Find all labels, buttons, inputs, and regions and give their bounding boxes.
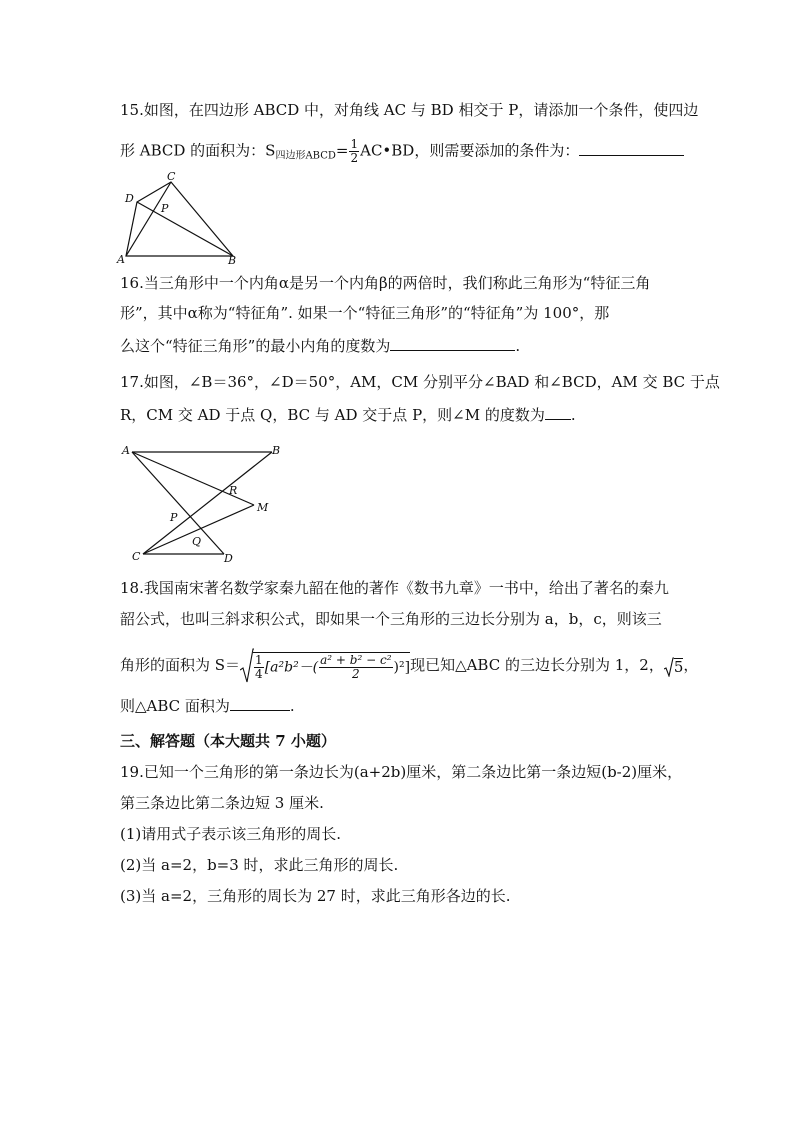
q17-answer-blank[interactable] (545, 403, 571, 420)
q18-line3-prefix: 角形的面积为 S＝ (120, 656, 241, 674)
q17-label-r: R (229, 484, 238, 497)
q17-lines (132, 452, 272, 554)
q18-sqrt5 (664, 656, 684, 677)
q17-label-a: A (122, 444, 130, 457)
q18-answer-blank[interactable] (230, 694, 290, 711)
q16-line3-end: . (515, 337, 521, 355)
q18-line3-comma: ， (683, 656, 699, 674)
q17-label-p: P (170, 511, 178, 524)
q17-line2-end: . (570, 406, 576, 424)
q15-fraction (349, 138, 359, 165)
q18-formula-mid: [a²b²－( (264, 659, 319, 675)
q17-figure (118, 440, 288, 568)
q17-label-b: B (272, 444, 281, 457)
q18-line4-end: . (289, 697, 295, 715)
q15-line2 (120, 138, 684, 167)
q18-frac-cos-num: a² + b² − c² (320, 652, 392, 667)
q19-line1: 19.已知一个三角形的第一条边长为(a+2b)厘米，第二条边比第一条边短(b-2)厘米， (120, 763, 683, 781)
q18-frac-quarter-den: 4 (255, 666, 263, 681)
sqrt-sign-icon (664, 657, 674, 677)
q18-sqrt5-value: 5 (673, 658, 684, 676)
q18-frac-cos-den: 2 (352, 666, 360, 681)
q15-answer-blank[interactable] (579, 139, 684, 156)
q18-frac-quarter (254, 654, 264, 681)
q15-label-b: B (228, 254, 237, 266)
q18-frac-cos (319, 654, 392, 681)
q19-sub3: (3)当 a=2，三角形的周长为 27 时，求此三角形各边的长. (120, 887, 511, 905)
q15-label-a: A (117, 253, 125, 266)
q16-line2: 形”，其中α称为“特征角”. 如果一个“特征三角形”的“特征角”为 100°，那 (120, 304, 610, 322)
q17-line1: 17.如图，∠B＝36°，∠D＝50°，AM，CM 分别平分∠BAD 和∠BCD，AM 交 BC 于点 (120, 373, 720, 391)
q18-heron-formula (240, 648, 410, 684)
q15-label-p: P (161, 202, 169, 215)
q16-answer-blank[interactable] (390, 334, 515, 351)
q16-line3 (120, 334, 520, 356)
q17-label-d: D (224, 552, 233, 565)
q15-frac-den: 2 (350, 151, 359, 165)
section3-title: 三、解答题（本大题共 7 小题） (120, 732, 336, 750)
q18-line1: 18.我国南宋著名数学家秦九韶在他的著作《数书九章》一书中，给出了著名的秦九 (120, 579, 669, 597)
q15-line2-mid: AC•BD，则需要添加的条件为： (360, 141, 580, 160)
q15-label-d: D (125, 192, 134, 205)
q15-quadrilateral (126, 182, 233, 256)
q19-sub2: (2)当 a=2，b=3 时，求此三角形的周长. (120, 856, 399, 874)
q18-line4-text: 则△ABC 面积为 (120, 697, 230, 715)
q18-formula-end: )²] (393, 659, 411, 675)
q15-frac-num: 1 (350, 137, 359, 151)
q18-line4 (120, 694, 295, 716)
q17-label-q: Q (192, 535, 202, 548)
q16-line1: 16.当三角形中一个内角α是另一个内角β的两倍时，我们称此三角形为“特征三角 (120, 274, 651, 292)
q15-label-c: C (167, 170, 176, 183)
q19-line2: 第三条边比第二条边短 3 厘米. (120, 794, 324, 812)
q19-sub1: (1)请用式子表示该三角形的周长. (120, 825, 342, 843)
q15-equals: = (335, 141, 349, 160)
q15-figure (115, 168, 245, 266)
q18-frac-quarter-num: 1 (255, 652, 263, 667)
q16-line3-text: 么这个“特征三角形”的最小内角的度数为 (120, 337, 391, 355)
q17-label-c: C (132, 550, 141, 563)
q17-line2 (120, 403, 576, 425)
q15-line2-prefix: 形 ABCD 的面积为：S (120, 141, 276, 160)
sqrt-sign-icon (240, 648, 254, 684)
q18-line3-suffix: 现已知△ABC 的三边长分别为 1，2， (410, 656, 664, 674)
q18-line3 (120, 648, 698, 684)
q15-area-subscript: 四边形ABCD (275, 150, 336, 162)
q17-line2-text: R，CM 交 AD 于点 Q，BC 与 AD 交于点 P，则∠M 的度数为 (120, 406, 545, 424)
q17-label-m: M (257, 501, 269, 514)
q15-line1: 15.如图，在四边形 ABCD 中，对角线 AC 与 BD 相交于 P，请添加一个条件，使四边 (120, 101, 699, 119)
q18-line2: 韶公式，也叫三斜求积公式，即如果一个三角形的三边长分别为 a，b，c，则该三 (120, 610, 662, 628)
